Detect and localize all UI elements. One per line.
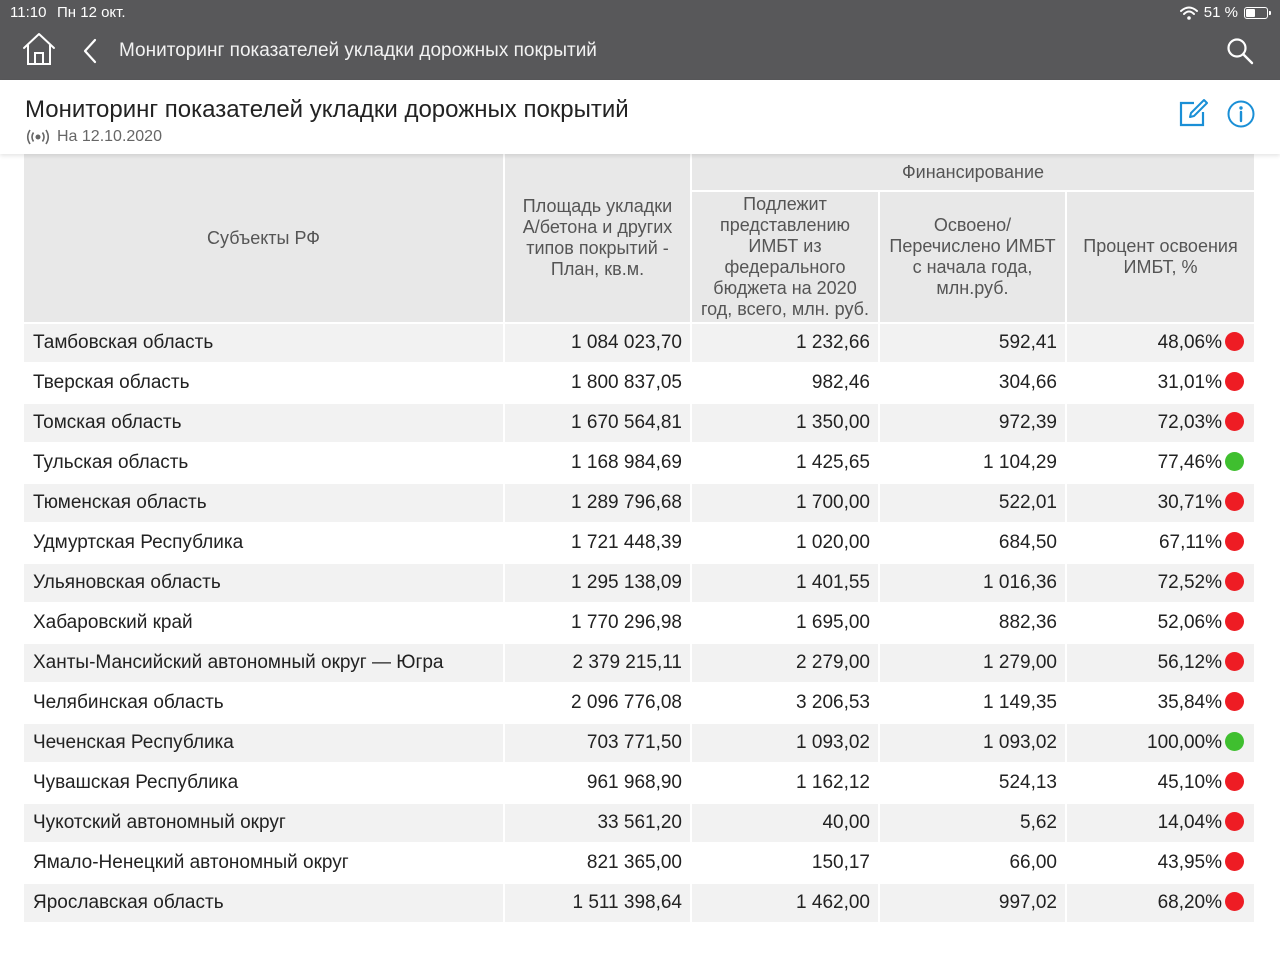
back-chevron-icon[interactable] xyxy=(82,38,98,64)
cell-planned: 3 206,53 xyxy=(692,684,878,722)
cell-subject: Чукотский автономный округ xyxy=(24,804,503,842)
cell-subject: Ханты-Мансийский автономный округ — Югра xyxy=(24,644,503,682)
nav-title: Мониторинг показателей укладки дорожных покрытий xyxy=(119,40,597,61)
status-dot-icon xyxy=(1225,652,1244,671)
cell-spent: 684,50 xyxy=(880,524,1065,562)
cell-subject: Ямало-Ненецкий автономный округ xyxy=(24,844,503,882)
cell-spent: 1 149,35 xyxy=(880,684,1065,722)
status-dot-icon xyxy=(1225,812,1244,831)
cell-subject: Тамбовская область xyxy=(24,324,503,362)
cell-area: 2 379 215,11 xyxy=(505,644,690,682)
cell-planned: 150,17 xyxy=(692,844,878,882)
cell-subject: Тульская область xyxy=(24,444,503,482)
percent-value: 14,04% xyxy=(1157,812,1223,833)
table-row[interactable] xyxy=(24,764,1254,802)
cell-area: 1 670 564,81 xyxy=(505,404,690,442)
cell-planned: 1 401,55 xyxy=(692,564,878,602)
cell-percent xyxy=(1067,404,1254,442)
cell-subject: Тюменская область xyxy=(24,484,503,522)
cell-percent xyxy=(1067,324,1254,362)
status-dot-icon xyxy=(1225,852,1244,871)
cell-area: 1 511 398,64 xyxy=(505,884,690,922)
cell-percent xyxy=(1067,684,1254,722)
status-dot-icon xyxy=(1225,692,1244,711)
status-time: 11:10 xyxy=(10,4,47,21)
info-icon[interactable] xyxy=(1227,100,1255,128)
percent-value: 48,06% xyxy=(1157,332,1223,353)
cell-spent: 882,36 xyxy=(880,604,1065,642)
page-header xyxy=(0,80,1280,154)
cell-planned: 1 162,12 xyxy=(692,764,878,802)
percent-value: 45,10% xyxy=(1157,772,1223,793)
percent-value: 68,20% xyxy=(1157,892,1223,913)
cell-spent: 304,66 xyxy=(880,364,1065,402)
cell-percent xyxy=(1067,604,1254,642)
percent-value: 72,52% xyxy=(1157,572,1223,593)
cell-subject: Хабаровский край xyxy=(24,604,503,642)
cell-percent xyxy=(1067,644,1254,682)
broadcast-icon xyxy=(25,129,51,145)
cell-percent xyxy=(1067,724,1254,762)
cell-planned: 1 093,02 xyxy=(692,724,878,762)
table-row[interactable] xyxy=(24,444,1254,482)
status-dot-icon xyxy=(1225,892,1244,911)
cell-area: 1 721 448,39 xyxy=(505,524,690,562)
cell-percent xyxy=(1067,804,1254,842)
cell-area: 1 084 023,70 xyxy=(505,324,690,362)
table-row[interactable] xyxy=(24,324,1254,362)
cell-area: 2 096 776,08 xyxy=(505,684,690,722)
status-dot-icon xyxy=(1225,532,1244,551)
table-row[interactable] xyxy=(24,724,1254,762)
header-spent[interactable]: Освоено/ Перечислено ИМБТ с начала года, млн.руб. xyxy=(880,192,1065,322)
table-row[interactable] xyxy=(24,484,1254,522)
cell-subject: Томская область xyxy=(24,404,503,442)
status-dot-icon xyxy=(1225,772,1244,791)
cell-area: 1 289 796,68 xyxy=(505,484,690,522)
cell-percent xyxy=(1067,764,1254,802)
table-row[interactable] xyxy=(24,564,1254,602)
status-dot-icon xyxy=(1225,572,1244,591)
cell-percent xyxy=(1067,364,1254,402)
cell-percent xyxy=(1067,884,1254,922)
percent-value: 52,06% xyxy=(1157,612,1223,633)
percent-value: 31,01% xyxy=(1157,372,1223,393)
percent-value: 35,84% xyxy=(1157,692,1223,713)
cell-subject: Удмуртская Республика xyxy=(24,524,503,562)
top-bar xyxy=(0,0,1280,80)
percent-value: 67,11% xyxy=(1158,532,1223,553)
data-table xyxy=(24,154,1254,924)
cell-percent xyxy=(1067,524,1254,562)
table-row[interactable] xyxy=(24,684,1254,722)
cell-area: 703 771,50 xyxy=(505,724,690,762)
cell-spent: 5,62 xyxy=(880,804,1065,842)
cell-planned: 2 279,00 xyxy=(692,644,878,682)
cell-subject: Ярославская область xyxy=(24,884,503,922)
cell-subject: Ульяновская область xyxy=(24,564,503,602)
status-dot-icon xyxy=(1225,492,1244,511)
home-icon[interactable] xyxy=(22,32,56,66)
cell-spent: 1 104,29 xyxy=(880,444,1065,482)
battery-icon xyxy=(1244,7,1268,19)
cell-planned: 1 695,00 xyxy=(692,604,878,642)
wifi-icon xyxy=(1180,6,1198,20)
cell-spent: 524,13 xyxy=(880,764,1065,802)
table-row[interactable] xyxy=(24,644,1254,682)
cell-percent xyxy=(1067,444,1254,482)
table-row[interactable] xyxy=(24,844,1254,882)
cell-spent: 997,02 xyxy=(880,884,1065,922)
header-percent[interactable]: Процент освоения ИМБТ, % xyxy=(1067,192,1254,322)
percent-value: 100,00% xyxy=(1147,732,1223,753)
report-date xyxy=(25,128,162,146)
cell-planned: 1 462,00 xyxy=(692,884,878,922)
header-area[interactable]: Площадь укладки А/бетона и других типов покрытий - План, кв.м. xyxy=(505,154,690,322)
status-indicators xyxy=(1180,4,1268,21)
status-dot-icon xyxy=(1225,612,1244,631)
cell-planned: 1 020,00 xyxy=(692,524,878,562)
cell-percent xyxy=(1067,484,1254,522)
battery-percent: 51 % xyxy=(1203,4,1238,21)
cell-planned: 40,00 xyxy=(692,804,878,842)
percent-value: 77,46% xyxy=(1157,452,1223,473)
percent-value: 56,12% xyxy=(1157,652,1223,673)
edit-icon[interactable] xyxy=(1178,98,1208,128)
status-dot-icon xyxy=(1225,452,1244,471)
cell-spent: 972,39 xyxy=(880,404,1065,442)
table-row[interactable] xyxy=(24,404,1254,442)
percent-value: 30,71% xyxy=(1157,492,1223,513)
cell-planned: 982,46 xyxy=(692,364,878,402)
cell-area: 1 770 296,98 xyxy=(505,604,690,642)
cell-area: 1 800 837,05 xyxy=(505,364,690,402)
cell-spent: 1 279,00 xyxy=(880,644,1065,682)
cell-area: 1 295 138,09 xyxy=(505,564,690,602)
status-dot-icon xyxy=(1225,412,1244,431)
cell-subject: Тверская область xyxy=(24,364,503,402)
report-date-text: На 12.10.2020 xyxy=(57,128,162,145)
percent-value: 43,95% xyxy=(1157,852,1223,873)
cell-area: 1 168 984,69 xyxy=(505,444,690,482)
cell-spent: 66,00 xyxy=(880,844,1065,882)
percent-value: 72,03% xyxy=(1157,412,1223,433)
status-dot-icon xyxy=(1225,332,1244,351)
header-planned[interactable]: Подлежит представлению ИМБТ из федерального бюджета на 2020 год, всего, млн. руб. xyxy=(692,192,878,322)
cell-subject: Челябинская область xyxy=(24,684,503,722)
table-row[interactable] xyxy=(24,804,1254,842)
cell-planned: 1 350,00 xyxy=(692,404,878,442)
cell-area: 821 365,00 xyxy=(505,844,690,882)
cell-planned: 1 425,65 xyxy=(692,444,878,482)
cell-subject: Чеченская Республика xyxy=(24,724,503,762)
cell-spent: 522,01 xyxy=(880,484,1065,522)
table-row[interactable] xyxy=(24,364,1254,402)
status-dot-icon xyxy=(1225,372,1244,391)
header-financing: Финансирование xyxy=(692,154,1254,190)
cell-planned: 1 700,00 xyxy=(692,484,878,522)
table-row[interactable] xyxy=(24,524,1254,562)
cell-area: 33 561,20 xyxy=(505,804,690,842)
cell-spent: 592,41 xyxy=(880,324,1065,362)
cell-percent xyxy=(1067,844,1254,882)
header-subject[interactable]: Субъекты РФ xyxy=(24,154,503,322)
table-row[interactable] xyxy=(24,604,1254,642)
cell-percent xyxy=(1067,564,1254,602)
page-title: Мониторинг показателей укладки дорожных покрытий xyxy=(25,96,629,123)
cell-area: 961 968,90 xyxy=(505,764,690,802)
status-dot-icon xyxy=(1225,732,1244,751)
cell-planned: 1 232,66 xyxy=(692,324,878,362)
cell-spent: 1 016,36 xyxy=(880,564,1065,602)
status-date: Пн 12 окт. xyxy=(57,4,126,21)
search-icon[interactable] xyxy=(1226,37,1254,65)
cell-subject: Чувашская Республика xyxy=(24,764,503,802)
cell-spent: 1 093,02 xyxy=(880,724,1065,762)
table-row[interactable] xyxy=(24,884,1254,922)
